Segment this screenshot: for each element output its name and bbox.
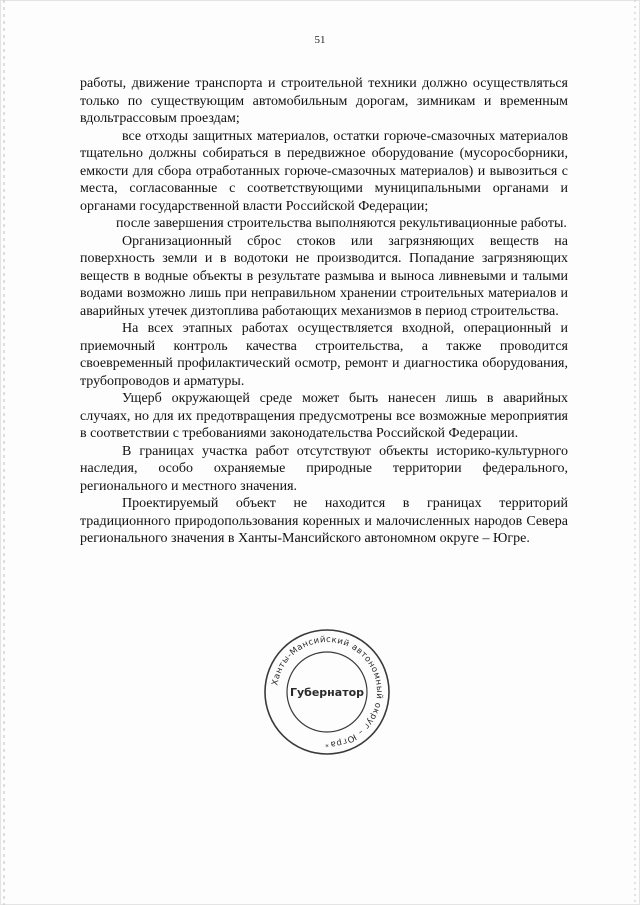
page-number: 51	[314, 34, 326, 46]
seal-center-text: Губернатор	[289, 686, 365, 699]
scan-edge-right	[634, 0, 636, 905]
paragraph-7: В границах участка работ отсутствуют объекты историко-культурного наследия, особо охраняемые природные территории федерального, регионального и местного значения.	[80, 443, 568, 494]
paragraph-3: после завершения строительства выполняются рекультивационные работы.	[116, 216, 567, 231]
paragraph-1: работы, движение транспорта и строительной техники должно осуществляться только по существующим автомобильным дорогам, зимникам и временным вдольтрассовым проездам;	[80, 76, 568, 126]
paragraph-6: Ущерб окружающей среде может быть нанесен лишь в аварийных случаях, но для их предотвращения предусмотрены все возможные мероприятия в соответствии с требованиями законодательства Российской Федерации.	[80, 391, 568, 441]
paragraph-2: все отходы защитных материалов, остатки горюче-смазочных материалов тщательно должны собираться в передвижное оборудование (мусоросборники, емкости для сбора отработанных горюче-смазочных материалов) и вывозиться с места, согласованные с соответствующими муниципальными органами и органами государственной власти Российской Федерации;	[80, 128, 568, 214]
seal-bottom-mark: *	[325, 743, 329, 751]
paragraph-8: Проектируемый объект не находится в границах территорий традиционного природопользования коренных и малочисленных народов Севера регионального значения в Ханты-Мансийского автономном округе – Югре.	[80, 496, 568, 546]
paragraph-4: Организационный сброс стоков или загрязняющих веществ на поверхность земли и в водотоки не производится. Попадание загрязняющих веществ в водные объекты в результате размыва и выноса ливневыми и талыми водами возможно лишь при неправильном хранении строительных материалов и аварийных утечек дизтоплива работающих механизмов в период строительства.	[80, 233, 568, 319]
seal-graphic	[262, 627, 392, 757]
paragraph-5: На всех этапных работах осуществляется входной, операционный и приемочный контроль качества строительства, а также проводится своевременный профилактический осмотр, ремонт и диагностика оборудования, трубопроводов и арматуры.	[80, 321, 568, 389]
seal-ring-textpath: Ханты-Мансийский автономный округ – Югра	[270, 634, 385, 749]
official-seal-stamp	[262, 627, 392, 757]
document-body	[80, 75, 568, 548]
scan-edge-left	[3, 0, 5, 905]
